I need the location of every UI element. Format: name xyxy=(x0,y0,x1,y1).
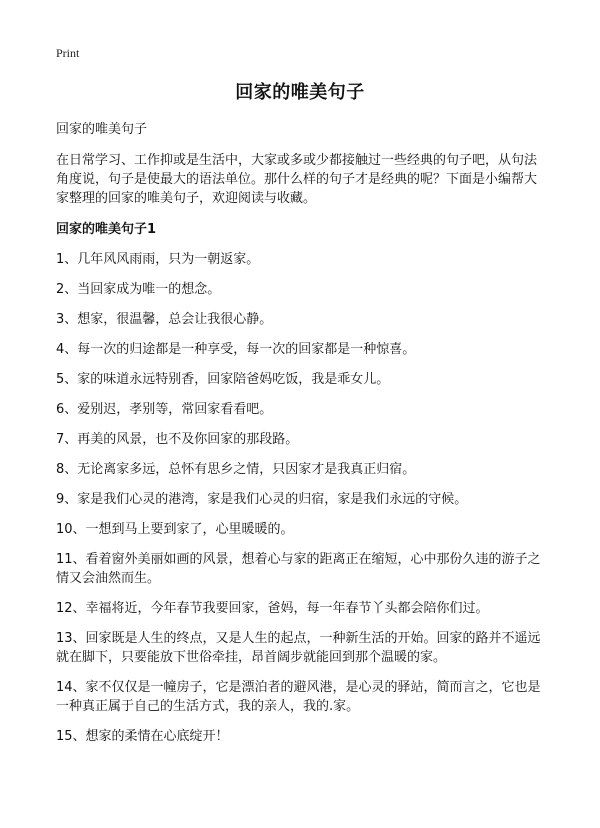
list-item: 1、几年风风雨雨，只为一朝返家。 xyxy=(56,252,260,267)
list-item: 7、再美的风景，也不及你回家的那段路。 xyxy=(56,432,299,447)
list-item: 10、一想到马上要到家了，心里暖暖的。 xyxy=(56,522,294,537)
list-item: 12、幸福将近，今年春节我要回家，爸妈，每一年春节丫头都会陪你们过。 xyxy=(56,601,489,616)
list-item: 9、家是我们心灵的港湾，家是我们心灵的归宿，家是我们永远的守候。 xyxy=(56,492,468,507)
page-title: 回家的唯美句子 xyxy=(235,82,365,103)
list-item: 15、想家的柔情在心底绽开！ xyxy=(56,729,229,744)
list-item: 3、想家，很温馨，总会让我很心静。 xyxy=(56,312,273,327)
print-label: Print xyxy=(56,46,80,60)
list-item: 2、当回家成为唯一的想念。 xyxy=(56,282,221,297)
intro-paragraph: 在日常学习、工作抑或是生活中，大家或多或少都接触过一些经典的句子吧，从句法角度说，句子是使最大的语法单位。那什么样的句子才是经典的呢？下面是小编帮大家整理的回家的唯美句子，欢迎阅读与收藏。 xyxy=(56,153,538,206)
document-subtitle: 回家的唯美句子 xyxy=(56,122,148,137)
list-item: 13、回家既是人生的终点，又是人生的起点，一种新生活的开始。回家的路并不遥远就在脚下，只要能放下世俗牵挂，昂首阔步就能回到那个温暖的家。 xyxy=(56,631,541,665)
list-item: 11、看着窗外美丽如画的风景，想着心与家的距离正在缩短，心中那份久违的游子之情又会油然而生。 xyxy=(56,552,541,586)
sentence-list xyxy=(56,250,548,746)
document-body xyxy=(56,120,548,757)
section-heading: 回家的唯美句子1 xyxy=(56,222,157,237)
list-item: 6、爱别迟，孝别等，常回家看看吧。 xyxy=(56,402,273,417)
list-item: 14、家不仅仅是一幢房子，它是漂泊者的避风港，是心灵的驿站，简而言之，它也是一种真正属于自己的生活方式，我的亲人，我的.家。 xyxy=(56,680,541,714)
list-item: 5、家的味道永远特别香，回家陪爸妈吃饭，我是乖女儿。 xyxy=(56,372,390,387)
list-item: 8、无论离家多远，总怀有思乡之情，只因家才是我真正归宿。 xyxy=(56,462,416,477)
list-item: 4、每一次的归途都是一种享受，每一次的回家都是一种惊喜。 xyxy=(56,342,416,357)
